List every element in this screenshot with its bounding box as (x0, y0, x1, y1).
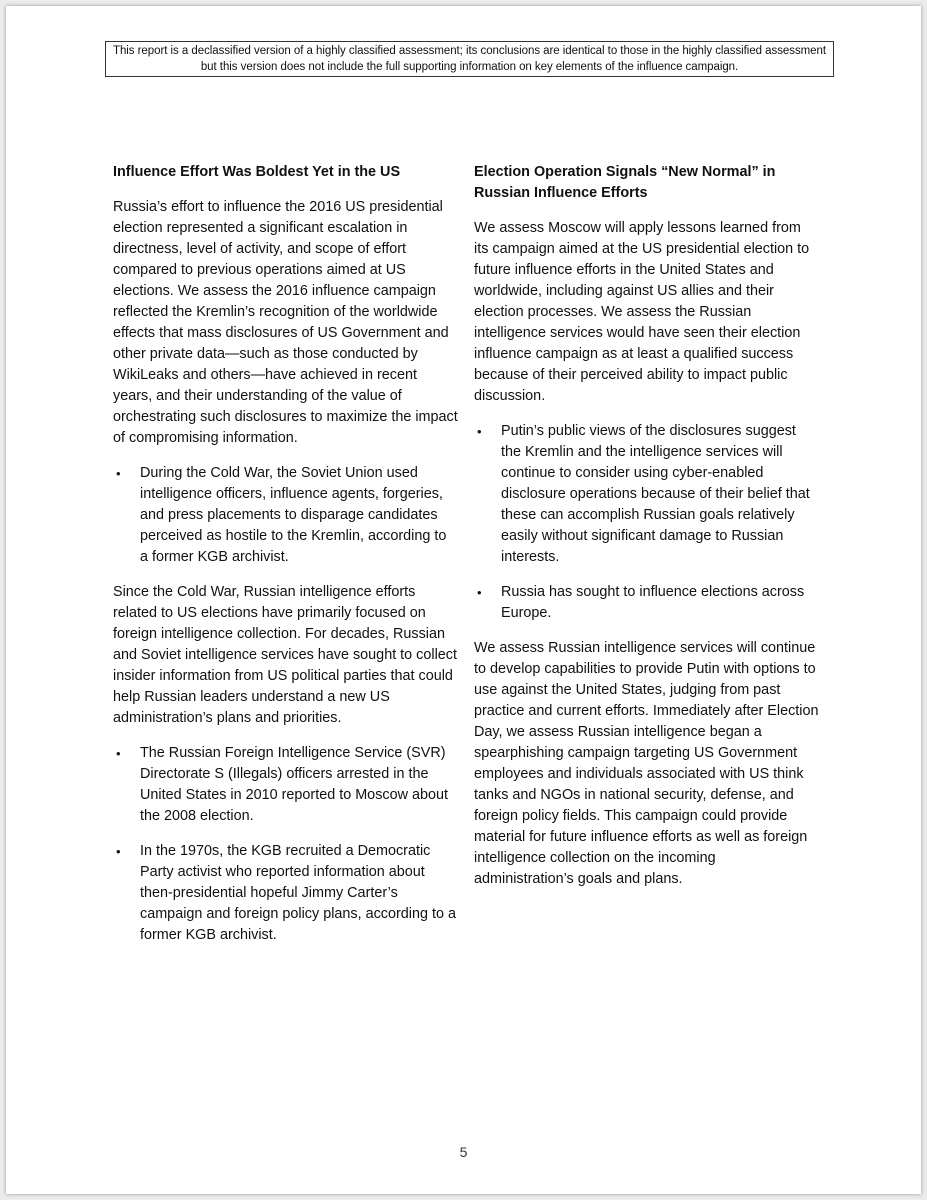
left-paragraph-2: Since the Cold War, Russian intelligence efforts related to US elections have primarily focused on foreign intelligence collection. For decades, Russian and Soviet intelligence services have sought to collect insider information from US political parties that could help Russian leaders understand a new US administration’s plans and priorities. (113, 584, 457, 726)
bullet-icon: • (477, 424, 482, 439)
bullet-icon: • (116, 746, 121, 761)
list-item-text: In the 1970s, the KGB recruited a Democratic Party activist who reported information about then-presidential hopeful Jimmy Carter’s campaign and foreign policy plans, according to a former KGB archivist. (140, 843, 456, 943)
list-item (113, 841, 458, 946)
list-item-text: Russia has sought to influence elections across Europe. (501, 584, 805, 621)
right-paragraph-2: We assess Russian intelligence services will continue to develop capabilities to provide Putin with options to use against the United States, judging from past practice and current efforts. Immediately after Election Day, we assess Russian intelligence began a spearphishing campaign targeting US Government employees and individuals associated with US think tanks and NGOs in national security, defense, and foreign policy fields. This campaign could provide material for future influence efforts as well as foreign intelligence collection on the incoming administration’s goals and plans. (474, 640, 819, 887)
document-page (6, 6, 921, 1194)
right-column (474, 162, 819, 904)
left-column (113, 162, 458, 960)
left-bullet-list-2 (113, 743, 458, 946)
left-heading: Influence Effort Was Boldest Yet in the US (113, 164, 401, 180)
right-paragraph-1: We assess Moscow will apply lessons learned from its campaign aimed at the US presidential election to future influence efforts in the United States and worldwide, including against US allies and their election processes. We assess the Russian intelligence services would have seen their election influence campaign as at least a qualified success because of their perceived ability to impact public discussion. (474, 220, 810, 404)
list-item (474, 421, 819, 568)
right-bullet-list-1 (474, 421, 819, 624)
list-item-text: The Russian Foreign Intelligence Service (SVR) Directorate S (Illegals) officers arrested in the United States in 2010 reported to Moscow about the 2008 election. (140, 745, 448, 824)
list-item (474, 582, 819, 624)
list-item (113, 743, 458, 827)
bullet-icon: • (116, 466, 121, 481)
bullet-icon: • (116, 844, 121, 859)
list-item (113, 463, 458, 568)
classification-banner: This report is a declassified version of a highly classified assessment; its conclusions are identical to those in the highly classified assessment but this version does not include the full supporting information on key elements of the influence campaign. (105, 41, 834, 77)
left-paragraph-1: Russia’s effort to influence the 2016 US presidential election represented a significant escalation in directness, level of activity, and scope of effort compared to previous operations aimed at US elections. We assess the 2016 influence campaign reflected the Kremlin’s recognition of the worldwide effects that mass disclosures of US Government and other private data—such as those conducted by WikiLeaks and others—have achieved in recent years, and their understanding of the value of orchestrating such disclosures to maximize the impact of compromising information. (113, 199, 458, 446)
list-item-text: Putin’s public views of the disclosures suggest the Kremlin and the intelligence services will continue to consider using cyber-enabled disclosure operations because of their belief that these can accomplish Russian goals relatively easily without significant damage to Russian interests. (501, 423, 810, 565)
list-item-text: During the Cold War, the Soviet Union used intelligence officers, influence agents, forgeries, and press placements to disparage candidates perceived as hostile to the Kremlin, according to a former KGB archivist. (140, 465, 447, 565)
page-number: 5 (459, 1144, 468, 1160)
bullet-icon: • (477, 585, 482, 600)
right-heading: Election Operation Signals “New Normal” in Russian Influence Efforts (474, 164, 776, 201)
left-bullet-list-1 (113, 463, 458, 568)
